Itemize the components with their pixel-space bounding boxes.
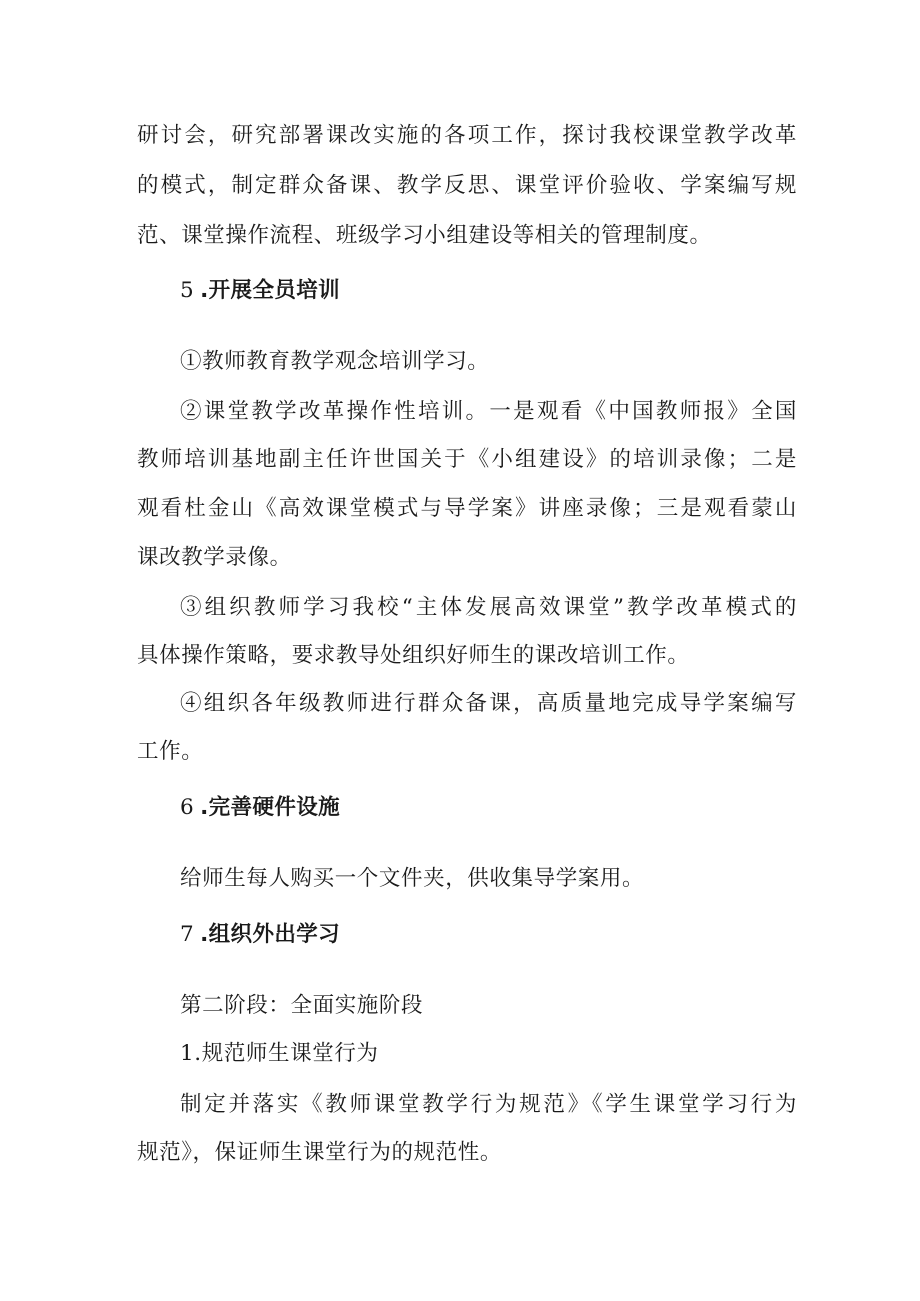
list-item-line: ④组织各年级教师进行群众备课，高质量地完成导学案编写 (180, 691, 797, 716)
list-item-line: ①教师教育教学观念培训学习。 (180, 349, 490, 374)
section-number: 7 (180, 922, 195, 947)
section-heading-7 (180, 920, 797, 950)
stage-title: 第二阶段：全面实施阶段 (180, 993, 424, 1018)
paragraph-line: 范、课堂操作流程、班级学习小组建设等相关的管理制度。 (137, 223, 712, 248)
section-title: .开展全员培训 (200, 278, 341, 303)
list-item-line: 课改教学录像。 (137, 545, 292, 570)
list-item-line: 工作。 (137, 739, 204, 764)
subsection-title: 1.规范师生课堂行为 (180, 1041, 379, 1066)
section-heading-6 (180, 793, 797, 823)
section-number: 5 (180, 278, 195, 303)
paragraph-line: 给师生每人购买一个文件夹，供收集导学案用。 (180, 866, 645, 891)
paragraph-line: 研讨会，研究部署课改实施的各项工作，探讨我校课堂教学改革 (137, 123, 797, 148)
paragraph-line: 规范》，保证师生课堂行为的规范性。 (137, 1140, 502, 1165)
section-number: 6 (180, 795, 195, 820)
section-title: .组织外出学习 (200, 922, 341, 947)
section-title: .完善硬件设施 (200, 795, 341, 820)
list-item-line: 具体操作策略，要求教导处组织好师生的课改培训工作。 (137, 643, 690, 668)
list-item-line: 观看杜金山《高效课堂模式与导学案》讲座录像；三是观看蒙山 (137, 496, 797, 521)
list-item-line: ②课堂教学改革操作性培训。一是观看《中国教师报》全国 (180, 399, 797, 424)
paragraph-line: 制定并落实《教师课堂教学行为规范》《学生课堂学习行为 (180, 1092, 797, 1117)
list-item-line: ③组织教师学习我校“主体发展高效课堂”教学改革模式的 (180, 595, 797, 620)
list-item-line: 教师培训基地副主任许世国关于《小组建设》的培训录像；二是 (137, 447, 797, 472)
section-heading-5 (180, 276, 797, 306)
paragraph-line: 的模式，制定群众备课、教学反思、课堂评价验收、学案编写规 (137, 173, 797, 198)
